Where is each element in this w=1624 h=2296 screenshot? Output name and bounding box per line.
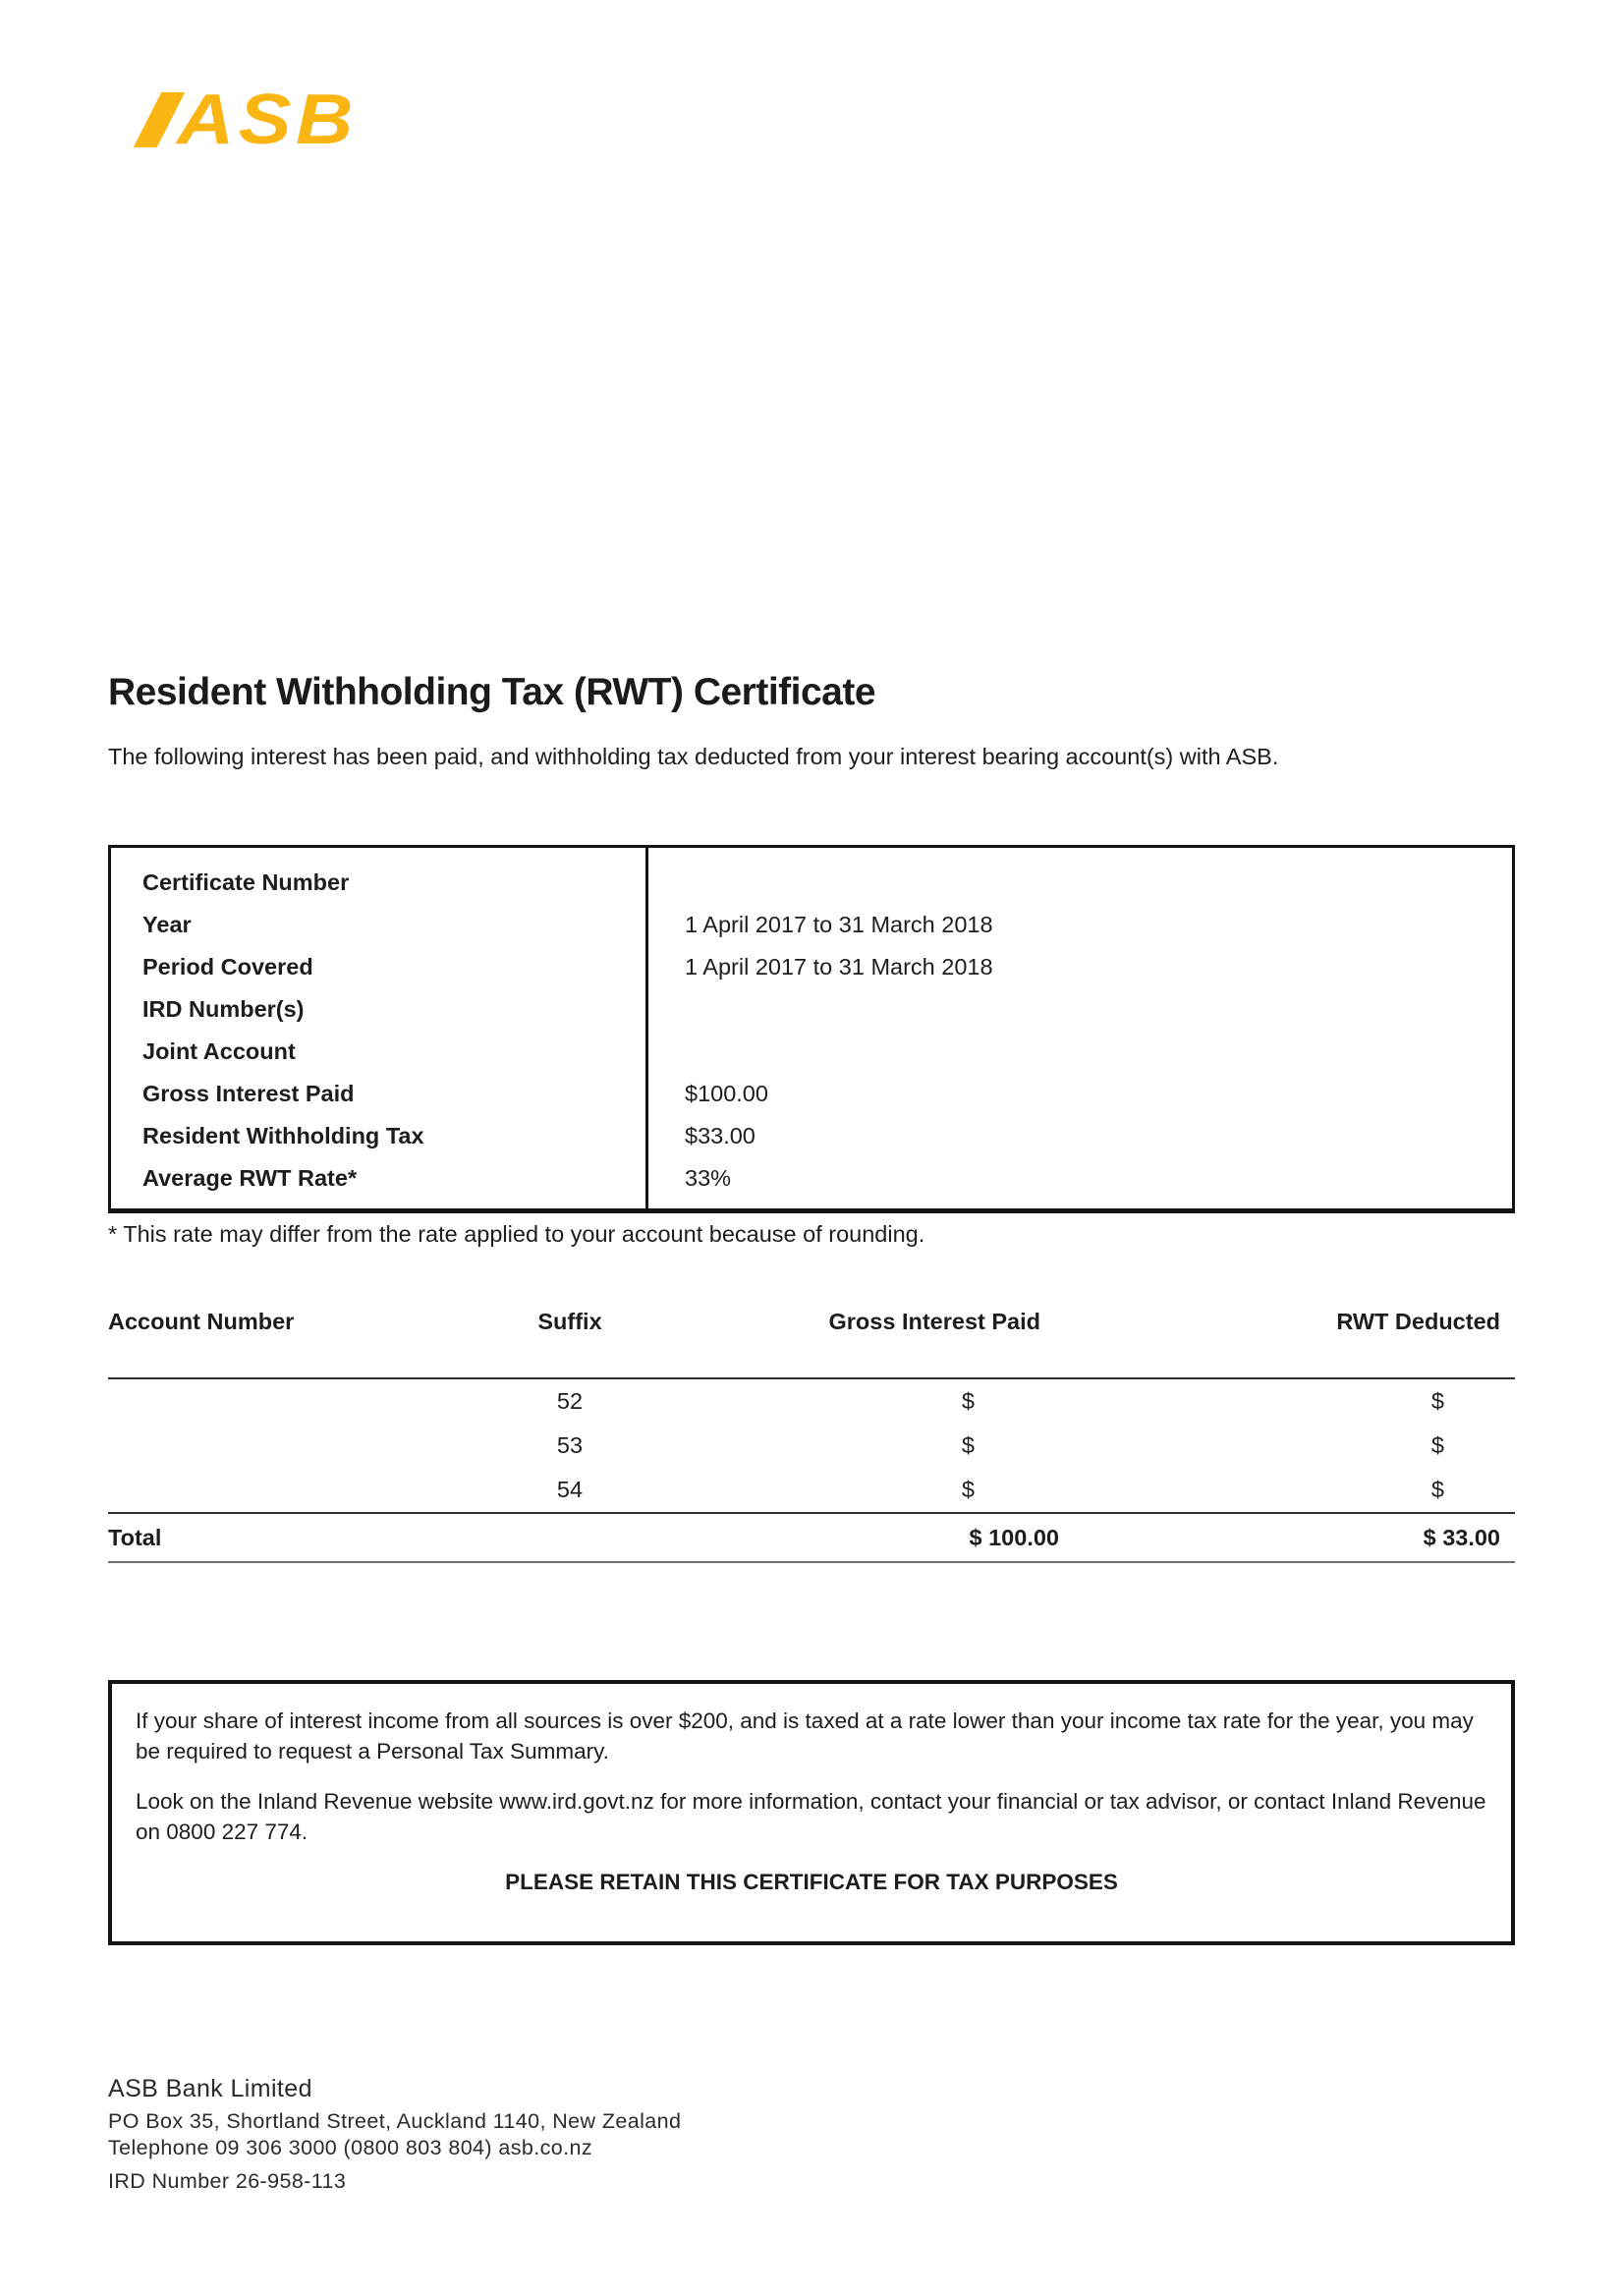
cert-value-year: 1 April 2017 to 31 March 2018	[685, 912, 993, 937]
asb-logo-text: ASB	[177, 81, 358, 159]
cell-suffix: 53	[556, 1432, 584, 1458]
cert-value-period-covered: 1 April 2017 to 31 March 2018	[685, 954, 993, 980]
cert-label-year: Year	[142, 912, 192, 937]
cert-value-average-rwt-rate: 33%	[685, 1165, 732, 1191]
table-row	[108, 1468, 1515, 1512]
intro-paragraph: The following interest has been paid, and withholding tax deducted from your interest bearing account(s) with ASB.	[108, 744, 1279, 769]
page-title: Resident Withholding Tax (RWT) Certificate	[108, 671, 876, 713]
cert-value-resident-withholding-tax: $33.00	[685, 1123, 756, 1148]
cert-label-period-covered: Period Covered	[142, 954, 313, 980]
cell-gross-interest: $	[961, 1388, 975, 1414]
cert-label-resident-withholding-tax: Resident Withholding Tax	[142, 1123, 424, 1148]
table-row	[111, 1115, 1512, 1157]
accounts-table-total-row	[108, 1512, 1515, 1563]
total-rwt-deducted: $ 33.00	[1423, 1524, 1500, 1550]
asb-logo	[147, 81, 358, 159]
rate-footnote: * This rate may differ from the rate applied to your account because of rounding.	[108, 1221, 925, 1247]
certificate-summary-table	[108, 845, 1515, 1213]
accounts-table-header-row	[108, 1309, 1515, 1377]
cell-rwt-deducted: $	[1430, 1432, 1444, 1458]
cell-suffix: 54	[556, 1477, 584, 1502]
cell-rwt-deducted: $	[1430, 1477, 1444, 1502]
total-gross-interest: $ 100.00	[969, 1524, 1059, 1550]
accounts-table-body	[108, 1377, 1515, 1512]
bank-footer	[108, 2075, 681, 2195]
notice-paragraph-1: If your share of interest income from all sources is over $200, and is taxed at a rate lower than your income tax rate for the year, you may be required to request a Personal Tax Summary.	[136, 1708, 1474, 1764]
footer-ird-number: IRD Number 26-958-113	[108, 2169, 347, 2193]
table-row	[108, 1379, 1515, 1424]
total-label: Total	[108, 1524, 162, 1550]
table-row	[108, 1424, 1515, 1468]
column-header-rwt-deducted: RWT Deducted	[1336, 1309, 1500, 1334]
table-row	[111, 946, 1512, 988]
retain-certificate-notice: PLEASE RETAIN THIS CERTIFICATE FOR TAX PURPOSES	[505, 1870, 1118, 1894]
tax-notice-box	[108, 1680, 1515, 1945]
cell-rwt-deducted: $	[1430, 1388, 1444, 1414]
accounts-table	[108, 1309, 1515, 1563]
column-header-suffix: Suffix	[537, 1309, 602, 1334]
column-header-gross-interest-paid: Gross Interest Paid	[828, 1309, 1040, 1334]
table-row	[111, 904, 1512, 946]
cert-label-certificate-number: Certificate Number	[142, 869, 350, 895]
cert-label-average-rwt-rate: Average RWT Rate*	[142, 1165, 358, 1191]
table-row	[111, 1157, 1512, 1200]
cell-suffix: 52	[556, 1388, 584, 1414]
footer-phone: Telephone 09 306 3000 (0800 803 804) asb.co.nz	[108, 2136, 592, 2159]
cert-value-gross-interest-paid: $100.00	[685, 1081, 768, 1106]
table-column-divider	[645, 848, 648, 1208]
table-row	[111, 862, 1512, 904]
table-row	[111, 1073, 1512, 1115]
footer-address: PO Box 35, Shortland Street, Auckland 1140, New Zealand	[108, 2109, 682, 2133]
cert-label-joint-account: Joint Account	[142, 1038, 296, 1064]
cell-gross-interest: $	[961, 1477, 975, 1502]
table-row	[111, 988, 1512, 1031]
cert-label-gross-interest-paid: Gross Interest Paid	[142, 1081, 355, 1106]
table-row	[111, 1031, 1512, 1073]
cell-gross-interest: $	[961, 1432, 975, 1458]
cert-label-ird-numbers: IRD Number(s)	[142, 996, 305, 1022]
column-header-account-number: Account Number	[108, 1309, 295, 1334]
footer-company-name: ASB Bank Limited	[108, 2075, 312, 2102]
notice-paragraph-2: Look on the Inland Revenue website www.ird.govt.nz for more information, contact your financial or tax advisor, or contact Inland Revenue on 0800 227 774.	[136, 1789, 1486, 1844]
